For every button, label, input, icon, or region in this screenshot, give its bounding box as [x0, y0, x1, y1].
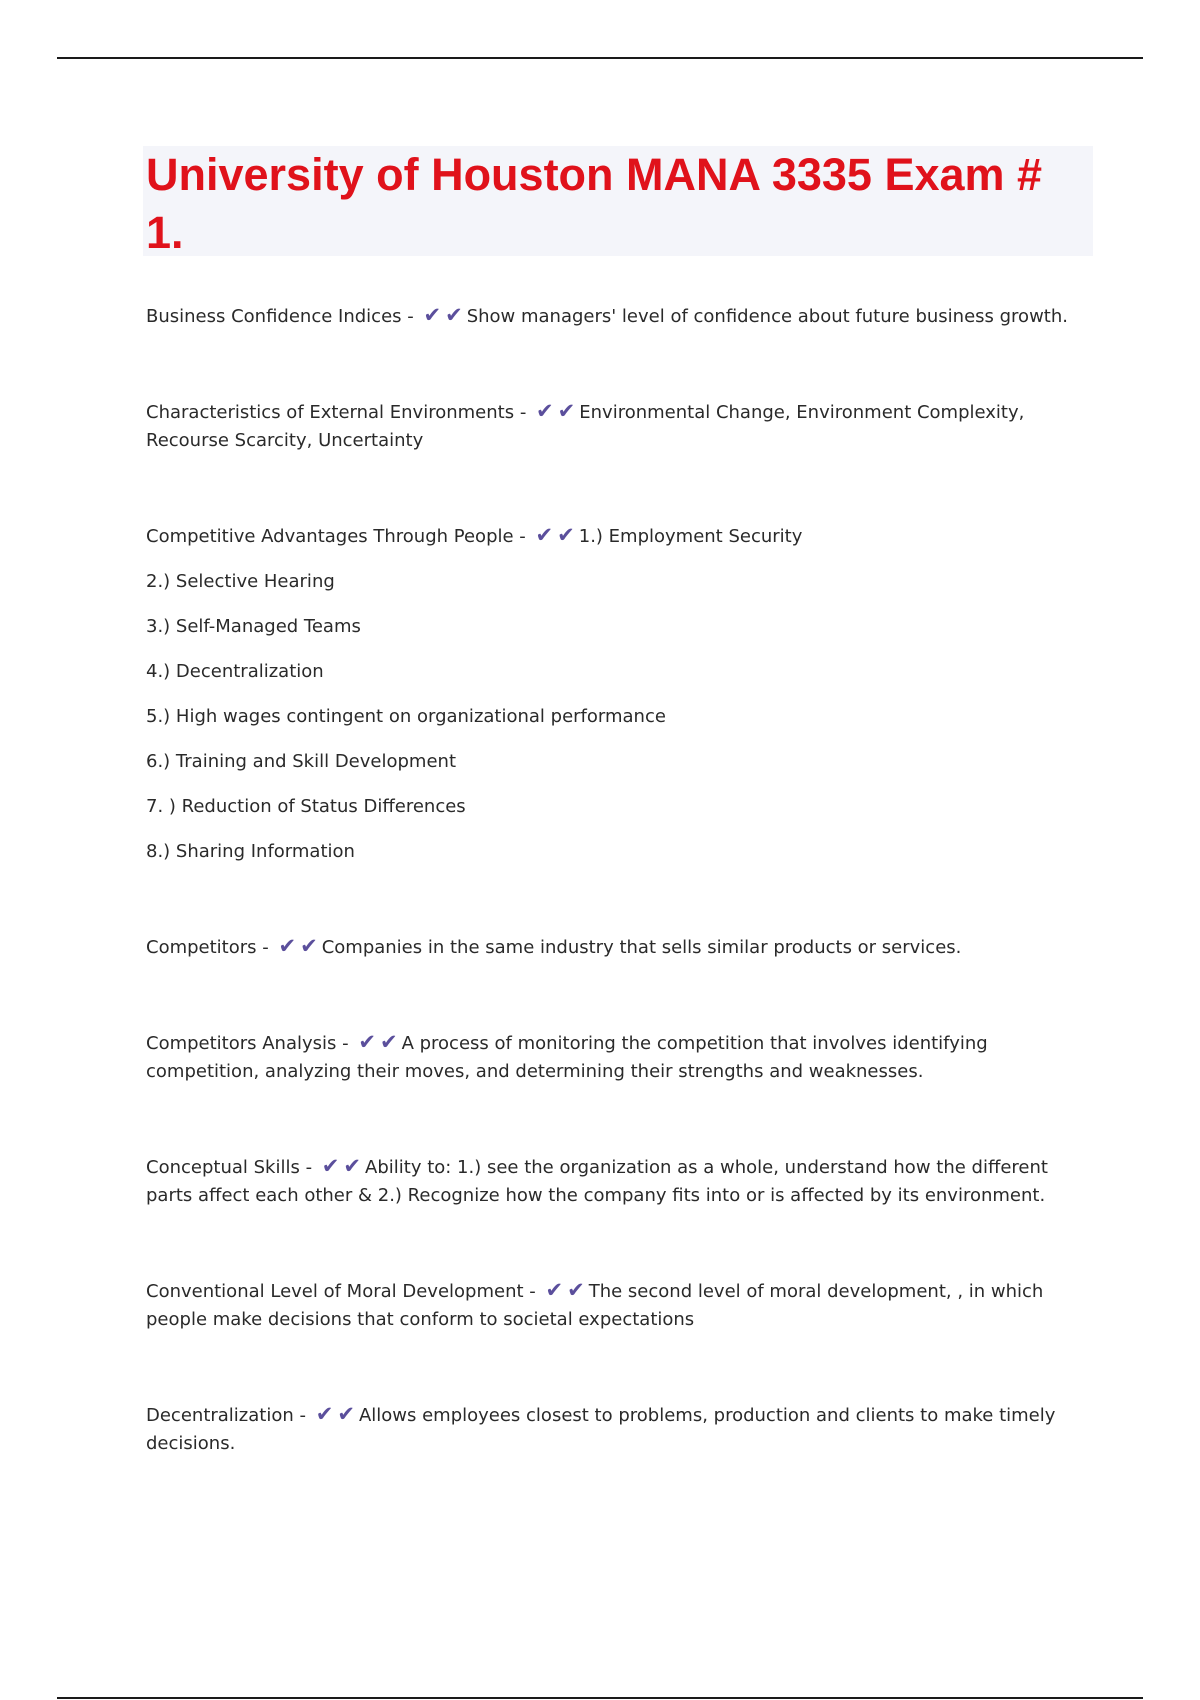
checkmark-icon: ✔ [300, 934, 318, 958]
entry-term: Conventional Level of Moral Development [146, 1281, 524, 1302]
entry-term: Conceptual Skills [146, 1157, 300, 1178]
checkmark-icon: ✔ [557, 523, 575, 547]
entry-separator: - [514, 402, 533, 423]
checkmark-icon: ✔ [358, 1030, 376, 1054]
flashcard-entry [146, 301, 1096, 331]
entry-definition: Allows employees closest to problems, production and clients to make timely decisions. [146, 1405, 1056, 1454]
entry-line [146, 1276, 1096, 1334]
checkmark-icon: ✔ [343, 1154, 362, 1178]
document-title: University of Houston MANA 3335 Exam # 1. [146, 149, 1043, 258]
entry-term: Characteristics of External Environments [146, 402, 515, 423]
entry-definition: Environmental Change, Environment Complexity, Recourse Scarcity, Uncertainty [146, 402, 1025, 451]
checkmark-icon: ✔ [379, 1030, 398, 1054]
checkmark-icon: ✔ [445, 303, 463, 327]
checkmark-icon: ✔ [321, 1154, 340, 1178]
flashcard-entry [146, 1028, 1096, 1086]
entry-term: Competitors Analysis [146, 1033, 337, 1054]
checkmark-icon: ✔ [315, 1402, 334, 1426]
checkmark-icon: ✔ [535, 523, 554, 547]
top-divider [57, 57, 1143, 59]
checkmark-icon: ✔ [545, 1278, 564, 1302]
entry-definition: The second level of moral development, , in which people make decisions that conform to societal expectations [146, 1281, 1044, 1330]
entry-definition: Ability to: 1.) see the organization as a whole, understand how the different parts affect each other & 2.) Recognize how the company fits into or is affected by its environment. [146, 1157, 1048, 1206]
flashcard-entry [146, 397, 1096, 455]
entry-line [146, 932, 1096, 962]
entry-line [146, 1400, 1096, 1458]
checkmark-icon: ✔ [536, 399, 554, 423]
entry-definition: A process of monitoring the competition that involves identifying competition, analyzing their moves, and determining their strengths and weaknesses. [146, 1033, 988, 1082]
flashcard-entry [146, 521, 1096, 866]
checkmark-icon: ✔ [337, 1402, 355, 1426]
checkmark-icon: ✔ [567, 1278, 585, 1302]
entry-separator: - [336, 1033, 355, 1054]
checkmark-icon: ✔ [423, 303, 442, 327]
entry-separator: - [401, 306, 420, 327]
entry-separator: - [513, 526, 532, 547]
entry-term: Decentralization [146, 1405, 294, 1426]
entry-separator: - [299, 1157, 318, 1178]
entry-term: Competitive Advantages Through People [146, 526, 514, 547]
entry-definition: Companies in the same industry that sells similar products or services. [321, 937, 962, 958]
entry-separator: - [256, 937, 275, 958]
entry-separator: - [293, 1405, 312, 1426]
entry-line [146, 1028, 1096, 1086]
entry-line [146, 397, 1096, 455]
list-item: 5.) High wages contingent on organizational performance [146, 706, 666, 727]
entry-definition: Show managers' level of confidence about future business growth. [466, 306, 1068, 327]
flashcard-entry [146, 1152, 1096, 1210]
flashcard-entry [146, 1400, 1096, 1458]
entry-definition: 1.) Employment Security [578, 526, 803, 547]
entry-line [146, 301, 1096, 331]
list-item: 7. ) Reduction of Status Differences [146, 796, 466, 817]
bottom-divider [57, 1697, 1143, 1699]
checkmark-icon: ✔ [557, 399, 576, 423]
list-item: 6.) Training and Skill Development [146, 751, 456, 772]
checkmark-icon: ✔ [278, 934, 297, 958]
flashcard-list [146, 301, 1096, 1524]
flashcard-entry [146, 932, 1096, 962]
list-item: 2.) Selective Hearing [146, 571, 335, 592]
entry-separator: - [523, 1281, 542, 1302]
entry-term: Competitors [146, 937, 257, 958]
list-item: 3.) Self-Managed Teams [146, 616, 361, 637]
flashcard-entry [146, 1276, 1096, 1334]
entry-line [146, 521, 1096, 551]
entry-term: Business Confidence Indices [146, 306, 402, 327]
entry-line [146, 1152, 1096, 1210]
list-item: 8.) Sharing Information [146, 841, 355, 862]
list-item: 4.) Decentralization [146, 661, 324, 682]
